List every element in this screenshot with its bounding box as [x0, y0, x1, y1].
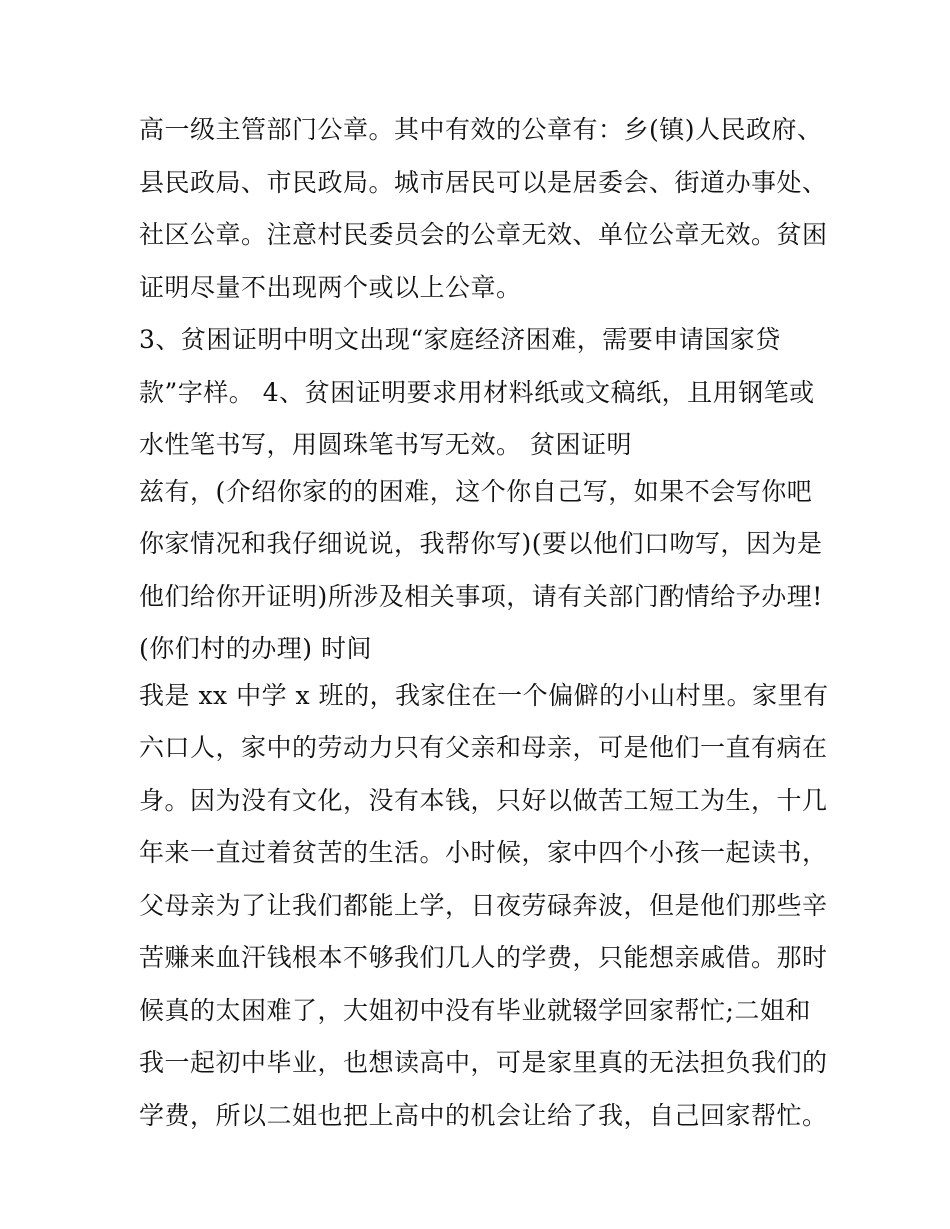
body-text [139, 108, 829, 1146]
text-line: 县民政局、市民政局。城市居民可以是居委会、街道办事处、 [139, 167, 828, 197]
text-line: 六口人，家中的劳动力只有父亲和母亲，可是他们一直有病在 [139, 733, 828, 762]
text-line: 高一级主管部门公章。其中有效的公章有：乡(镇)人民政府、 [139, 115, 823, 144]
text-line: 社区公章。注意村民委员会的公章无效、单位公章无效。贫困 [139, 220, 828, 249]
text-line: 你家情况和我仔细说说，我帮你写)(要以他们口吻写，因为是 [139, 529, 823, 558]
text-line: 学费，所以二姐也把上高中的机会让给了我，自己回家帮忙。 [139, 1100, 828, 1130]
text-line: 兹有，(介绍你家的的困难，这个你自己写，如果不会写你吧 [139, 476, 813, 506]
text-line: 款”字样。 4、贫困证明要求用材料纸或文稿纸，且用钢笔或 [139, 377, 815, 407]
text-line: 候真的太困难了，大姐初中没有毕业就辍学回家帮忙;二姐和 [139, 995, 811, 1025]
text-line: (你们村的办理) 时间 [139, 634, 372, 663]
text-line: 我一起初中毕业，也想读高中，可是家里真的无法担负我们的 [139, 1048, 828, 1077]
text-line: 苦赚来血汗钱根本不够我们几人的学费，只能想亲戚借。那时 [139, 943, 828, 972]
text-line: 他们给你开证明)所涉及相关事项，请有关部门酌情给予办理! [139, 581, 823, 611]
text-line: 身。因为没有文化，没有本钱，只好以做苦工短工为生，十几 [139, 785, 828, 815]
text-line: 3、贫困证明中明文出现“家庭经济困难，需要申请国家贷 [139, 325, 781, 354]
text-line: 证明尽量不出现两个或以上公章。 [139, 272, 522, 302]
text-line: 我是 xx 中学 x 班的，我家住在一个偏僻的小山村里。家里有 [139, 680, 829, 710]
text-line: 年来一直过着贫苦的生活。小时候，家中四个小孩一起读书， [139, 838, 828, 867]
text-line: 父母亲为了让我们都能上学，日夜劳碌奔波，但是他们那些辛 [139, 890, 828, 920]
text-line: 水性笔书写，用圆珠笔书写无效。 贫困证明 [139, 430, 632, 459]
